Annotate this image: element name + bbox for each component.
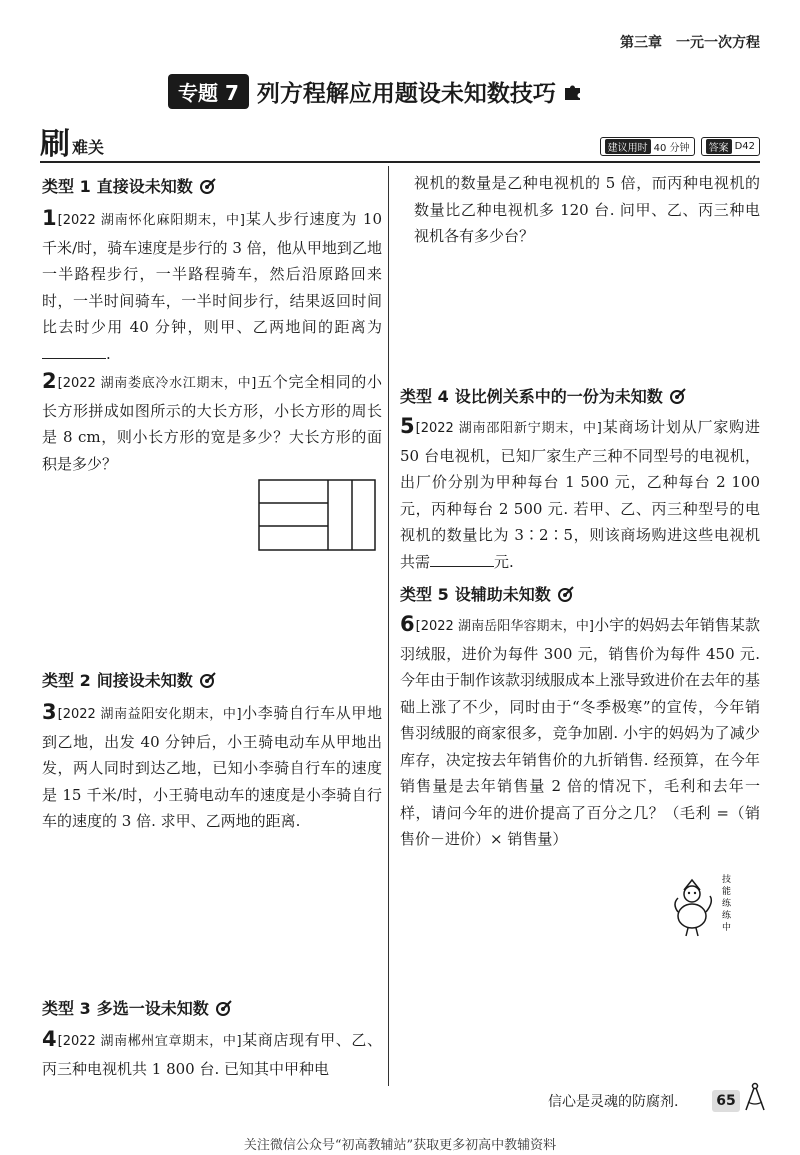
problem-2 (42, 369, 382, 477)
problem-5 (400, 414, 760, 575)
problem-source: [2022 湖南娄底冷水江期末，中] (57, 376, 257, 391)
type-5-title: 设辅助未知数 (454, 585, 551, 604)
shua-label: 刷 (40, 127, 70, 162)
rectangle-figure (258, 479, 376, 551)
type-4-heading (400, 384, 687, 407)
suggested-time (600, 137, 695, 156)
chapter-header: 第三章 一元一次方程 (620, 35, 760, 51)
mascot-text-4: 练 (722, 911, 732, 921)
topic-title (168, 72, 584, 110)
mascot-text-5: 中 (722, 923, 732, 933)
problem-text: 某商场计划从厂家购进 50 台电视机，已知厂家生产三种不同型号的电视机，出厂价分别为甲种每台 1 500 元，乙种每台 2 100 元，丙种每台 2 500 元. 若甲、乙、丙三种型号的电视机的数量比为 3∶2∶5，则该商场购进这些电视机共需 (400, 418, 760, 571)
type-5-label: 类型 5 (400, 585, 449, 604)
topic-badge: 专题 7 (168, 74, 249, 109)
target-icon (557, 585, 575, 603)
target-icon (199, 671, 217, 689)
problem-4 (42, 1027, 382, 1082)
problem-text: 某商店现有甲、乙、丙三种电视机共 1 800 台. 已知其中甲种电 (42, 1031, 382, 1078)
type-3-label: 类型 3 (42, 999, 91, 1018)
problem-text-continued: 视机的数量是乙种电视机的 5 倍，而丙种电视机的数量比乙种电视机多 120 台. 问甲、乙、丙三种电视机各有多少台？ (414, 174, 760, 245)
problem-1 (42, 206, 382, 367)
problem-number: 3 (42, 700, 57, 724)
type-4-title: 设比例关系中的一份为未知数 (454, 387, 663, 406)
suggested-time-label: 建议用时 (605, 139, 651, 154)
type-2-title: 间接设未知数 (96, 671, 193, 690)
difficulty-label: 难关 (72, 138, 105, 157)
answer-ref (701, 137, 760, 156)
section-head (40, 126, 760, 160)
column-divider (388, 166, 389, 1086)
mascot-illustration (670, 868, 750, 938)
problem-number: 6 (400, 612, 415, 636)
problem-source: [2022 湖南益阳安化期末，中] (57, 707, 242, 722)
problem-tail: . (106, 344, 111, 363)
type-4-label: 类型 4 (400, 387, 449, 406)
type-1-title: 直接设未知数 (96, 177, 193, 196)
problem-number: 2 (42, 369, 57, 393)
problem-number: 1 (42, 206, 57, 230)
type-2-label: 类型 2 (42, 671, 91, 690)
problem-number: 5 (400, 414, 415, 438)
problem-4-continued (414, 170, 760, 250)
footer-note: 关注微信公众号“初高教辅站”获取更多初高中教辅资料 (243, 1138, 557, 1153)
problem-6 (400, 612, 760, 853)
type-1-label: 类型 1 (42, 177, 91, 196)
mascot-text-3: 练 (722, 899, 732, 909)
problem-text: 某人步行速度为 10 千米/时，骑车速度是步行的 3 倍，他从甲地到乙地一半路程步行，一半路程骑车，然后沿原路回来时，一半时间骑车，一半时间步行，结果返回时间比去时少用 40 分钟，则甲、乙两地间的距离为 (42, 210, 382, 336)
compass-icon (742, 1082, 768, 1112)
target-icon (199, 177, 217, 195)
type-1-heading (42, 174, 217, 197)
page-number: 65 (712, 1090, 740, 1112)
suggested-time-value: 40 分钟 (653, 143, 690, 154)
type-2-heading (42, 668, 217, 691)
answer-value: D42 (734, 141, 755, 152)
problem-3 (42, 700, 382, 835)
problem-tail: 元. (494, 552, 514, 571)
problem-text: 五个完全相同的小长方形拼成如图所示的大长方形，小长方形的周长是 8 cm，则小长方形的宽是多少？大长方形的面积是多少？ (42, 373, 382, 473)
header-rule (40, 161, 760, 163)
answer-blank[interactable] (42, 343, 106, 359)
mascot-text-1: 技 (722, 875, 732, 885)
answer-blank[interactable] (430, 551, 494, 567)
answer-label: 答案 (706, 139, 732, 154)
topic-title-text: 列方程解应用题设未知数技巧 (256, 80, 556, 107)
problem-source: [2022 湖南怀化麻阳期末，中] (57, 213, 245, 228)
problem-source: [2022 湖南郴州宜章期末，中] (57, 1034, 242, 1049)
problem-text: 小李骑自行车从甲地到乙地，出发 40 分钟后，小王骑电动车从甲地出发，两人同时到达乙地，已知小李骑自行车的速度是 15 千米/时，小王骑电动车的速度是小李骑自行车的速度的 3 倍. 求甲、乙两地的距离. (42, 704, 382, 830)
problem-number: 4 (42, 1027, 57, 1051)
problem-source: [2022 湖南邵阳新宁期末，中] (415, 421, 602, 436)
type-5-heading (400, 582, 575, 605)
time-info (600, 137, 760, 156)
problem-text: 小宇的妈妈去年销售某款羽绒服，进价为每件 300 元，销售价为每件 450 元. 今年由于制作该款羽绒服成本上涨导致进价在去年的基础上涨了不少，同时由于“冬季极寒”的宣传，今年销售羽绒服的商家很多，竞争加剧. 小宇的妈妈为了减少库存，决定按去年销售价的九折销售. 经预算，在今年销售量是去年销售量 2 倍的情况下，毛利和去年一样，请问今年的进价提高了百分之几？（毛利 =（销售价－进价）× 销售量） (400, 616, 761, 848)
type-3-heading (42, 996, 233, 1019)
footer-slogan: 信心是灵魂的防腐剂. (548, 1094, 679, 1110)
target-icon (215, 999, 233, 1017)
problem-source: [2022 湖南岳阳华容期末，中] (415, 619, 594, 634)
mascot-text-2: 能 (722, 887, 732, 897)
type-3-title: 多选一设未知数 (96, 999, 209, 1018)
target-icon (669, 387, 687, 405)
puzzle-icon (562, 80, 584, 102)
